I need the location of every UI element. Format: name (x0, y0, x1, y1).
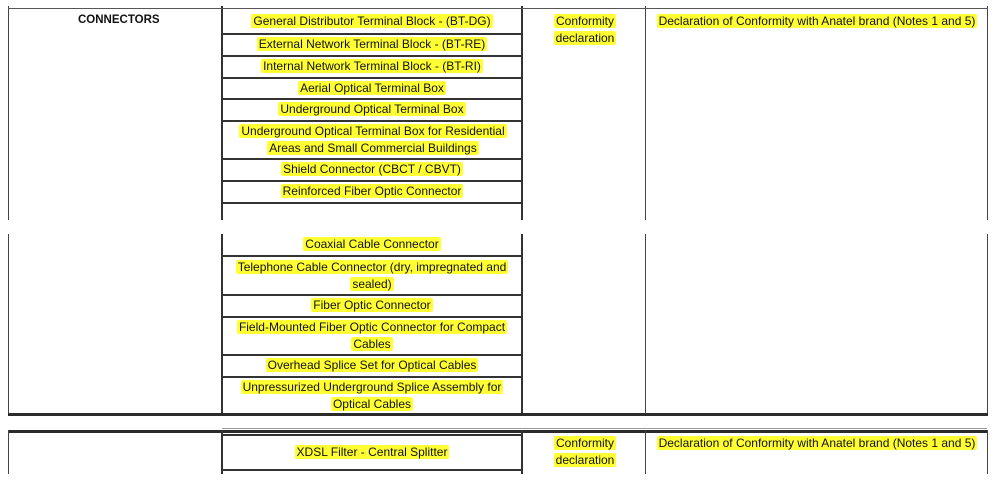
list-item: Underground Optical Terminal Box (280, 102, 464, 116)
list-item: Shield Connector (CBCT / CBVT) (283, 162, 461, 176)
table-border-col1 (221, 6, 223, 220)
row-separator (221, 98, 522, 100)
table-border-right (987, 430, 988, 474)
procedure-cell: Conformity declaration (555, 14, 615, 45)
row-separator (221, 294, 522, 296)
table-border-col1 (221, 234, 223, 416)
list-item: Field-Mounted Fiber Optic Connector for Compact Cables (238, 320, 506, 351)
table-border-col2 (521, 6, 523, 220)
table-border-col3 (645, 6, 646, 220)
table-border-bottom (8, 413, 988, 416)
requirement-cell: Declaration of Conformity with Anatel brand (Notes 1 and 5) (658, 436, 976, 450)
row-separator (221, 180, 522, 182)
table-border-top (8, 430, 988, 433)
row-separator (221, 434, 522, 436)
row-separator (221, 158, 522, 160)
table-border-left (8, 430, 9, 474)
list-item: External Network Terminal Block - (BT-RE) (258, 37, 486, 51)
list-item: Underground Optical Terminal Box for Residential Areas and Small Commercial Buildings (241, 124, 505, 155)
list-item: Telephone Cable Connector (dry, impregnated and sealed) (237, 260, 507, 291)
row-separator (221, 376, 522, 378)
list-item: General Distributor Terminal Block - (BT-DG) (253, 14, 491, 28)
list-item: Overhead Splice Set for Optical Cables (267, 358, 477, 372)
table-border-left (8, 6, 9, 220)
category-label: CONNECTORS (78, 14, 160, 26)
list-item: Coaxial Cable Connector (305, 237, 439, 251)
table-border-col1 (221, 430, 223, 474)
table-border-left (8, 234, 9, 416)
list-item: Reinforced Fiber Optic Connector (282, 184, 462, 198)
list-item: Fiber Optic Connector (313, 298, 431, 312)
row-separator (221, 316, 522, 318)
table-border-col2 (521, 234, 523, 416)
table-border-right (987, 234, 988, 416)
cut-text-line (222, 428, 987, 429)
row-separator (221, 55, 522, 57)
row-separator (221, 255, 522, 257)
requirement-cell: Declaration of Conformity with Anatel brand (Notes 1 and 5) (658, 14, 976, 28)
row-separator (221, 77, 522, 79)
row-separator (221, 120, 522, 122)
table-border-col3 (645, 430, 646, 474)
row-separator (221, 469, 522, 471)
table-border-right (987, 6, 988, 220)
table-border-col2 (521, 430, 523, 474)
row-separator (221, 202, 522, 204)
list-item: XDSL Filter - Central Splitter (296, 445, 448, 459)
table-border-col3 (645, 234, 646, 416)
row-separator (221, 354, 522, 356)
row-separator (221, 33, 522, 35)
procedure-cell: Conformity declaration (555, 436, 615, 467)
list-item: Aerial Optical Terminal Box (300, 81, 444, 95)
list-item: Unpressurized Underground Splice Assembly for Optical Cables (242, 380, 502, 411)
table-border-top (8, 8, 988, 9)
list-item: Internal Network Terminal Block - (BT-RI) (263, 59, 481, 73)
